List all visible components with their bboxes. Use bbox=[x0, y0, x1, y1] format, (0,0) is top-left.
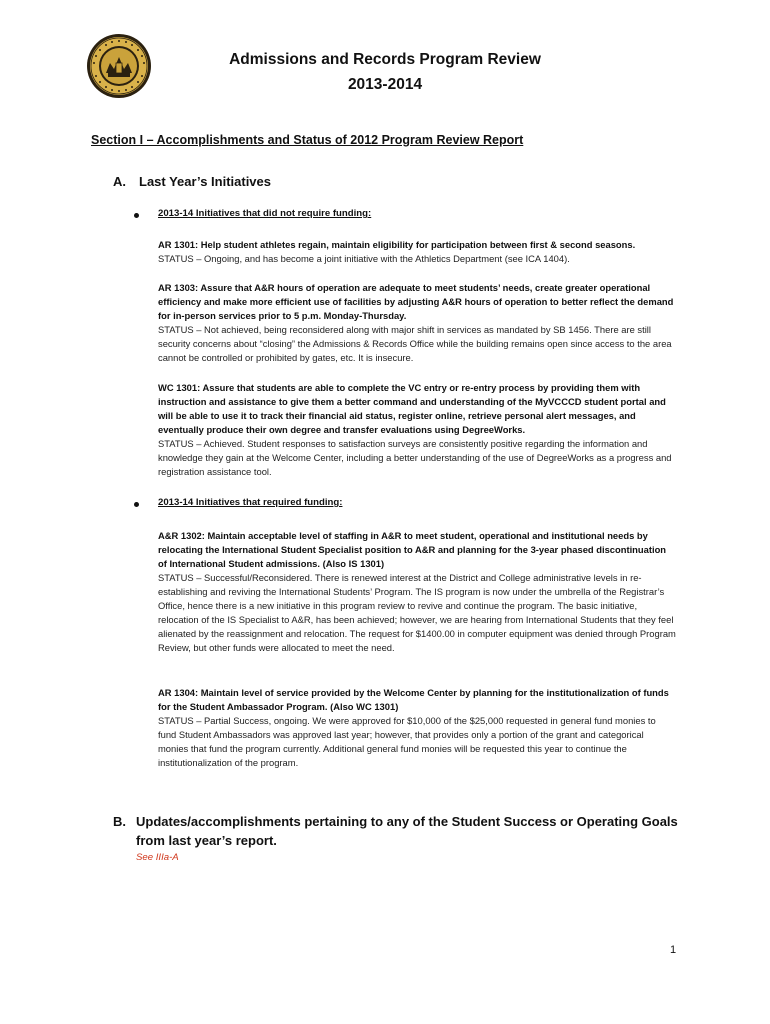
bullet-label-unfunded: 2013-14 Initiatives that did not require funding: bbox=[158, 208, 372, 219]
document-title: Admissions and Records Program Review bbox=[229, 51, 541, 68]
reference-link-text: See IIIa-A bbox=[136, 852, 179, 863]
section-heading: Section I – Accomplishments and Status of 2012 Program Review Report bbox=[91, 133, 524, 147]
initiative-title: AR 1303: Assure that A&R hours of operation are adequate to meet students’ needs, create greater operational efficiency and make more efficient use of facilities by adjusting A&R hours of operation to better reflect the demand for in-person services prior to 5 p.m. Monday-Thursday. bbox=[158, 282, 674, 321]
initiative-title: AR 1304: Maintain level of service provided by the Welcome Center by planning for the institutionalization of funds for the Student Ambassador Program. (Also WC 1301) bbox=[158, 687, 669, 712]
subsection-a-title: Last Year’s Initiatives bbox=[139, 174, 271, 189]
bullet-label-funded: 2013-14 Initiatives that required funding: bbox=[158, 497, 343, 508]
initiative-status: STATUS – Not achieved, being reconsidered along with major shift in services as mandated by SB 1456. There are still security concerns about “closing” the Admissions & Records Office while the building remains open since access to the area cannot be controlled or prohibited by gates, etc. It is insecure. bbox=[158, 324, 672, 363]
subsection-a-heading bbox=[113, 174, 271, 189]
page-number: 1 bbox=[670, 944, 677, 956]
initiative-status: STATUS – Ongoing, and has become a joint initiative with the Athletics Department (see ICA 1404). bbox=[158, 253, 570, 264]
subsection-a-letter: A. bbox=[113, 174, 126, 189]
initiative-ar1304 bbox=[158, 686, 676, 770]
initiative-status: STATUS – Partial Success, ongoing. We were approved for $10,000 of the $25,000 requested in general fund monies to fund Student Ambassadors was approved last year; however, that provides only a portion of the grant and categorical monies that fund the program currently. Additional general fund monies will be requested this year to continue the institutionalization of the program. bbox=[158, 715, 656, 768]
initiative-title: A&R 1302: Maintain acceptable level of staffing in A&R to meet student, operational and institutional needs by relocating the International Student Specialist position to A&R and planning for the 3-year phased discontinuation of International Student admissions. (Also IS 1301) bbox=[158, 530, 667, 569]
initiative-ar1302 bbox=[158, 529, 676, 655]
initiative-status: STATUS – Achieved. Student responses to satisfaction surveys are consistently positive regarding the information and knowledge they gain at the Welcome Center, including a better understanding of the use of DegreeWorks as a progress and registration assistance tool. bbox=[158, 438, 672, 477]
subsection-b-heading bbox=[113, 812, 683, 850]
bullet-dot bbox=[134, 213, 139, 218]
document-year: 2013-2014 bbox=[347, 76, 423, 93]
subsection-b-letter: B. bbox=[113, 814, 126, 829]
initiative-status: STATUS – Successful/Reconsidered. There is renewed interest at the District and College administrative levels in re-establishing and reviving the International Students’ Program. The IS program is now under the umbrella of the Registrar’s Office, hence there is a new initiative in this program review to revive and continue the program. The basic initiative, relocation of the IS Specialist to A&R, has been achieved; however, we are hearing from International Students that they feel alienated by the reassignment and relocation. The request for $1400.00 in computer equipment was denied through Program Review, but other funds were allocated to meet the need. bbox=[158, 572, 676, 653]
initiative-wc1301 bbox=[158, 381, 676, 479]
initiative-ar1303 bbox=[158, 281, 676, 365]
initiative-ar1301 bbox=[158, 238, 676, 266]
initiative-title: WC 1301: Assure that students are able to complete the VC entry or re-entry process by providing them with instruction and assistance to give them a better command and understanding of the MyVCCCD student portal and will be able to use it to track their financial aid status, register online, retrieve personal alert messages, and eventually produce their own degree and transfer evaluations using DegreeWorks. bbox=[158, 382, 666, 435]
bullet-dot bbox=[134, 502, 139, 507]
initiative-title: AR 1301: Help student athletes regain, maintain eligibility for participation between first & second seasons. bbox=[158, 239, 636, 250]
subsection-b-title: Updates/accomplishments pertaining to any of the Student Success or Operating Goals from last year’s report. bbox=[136, 814, 678, 848]
